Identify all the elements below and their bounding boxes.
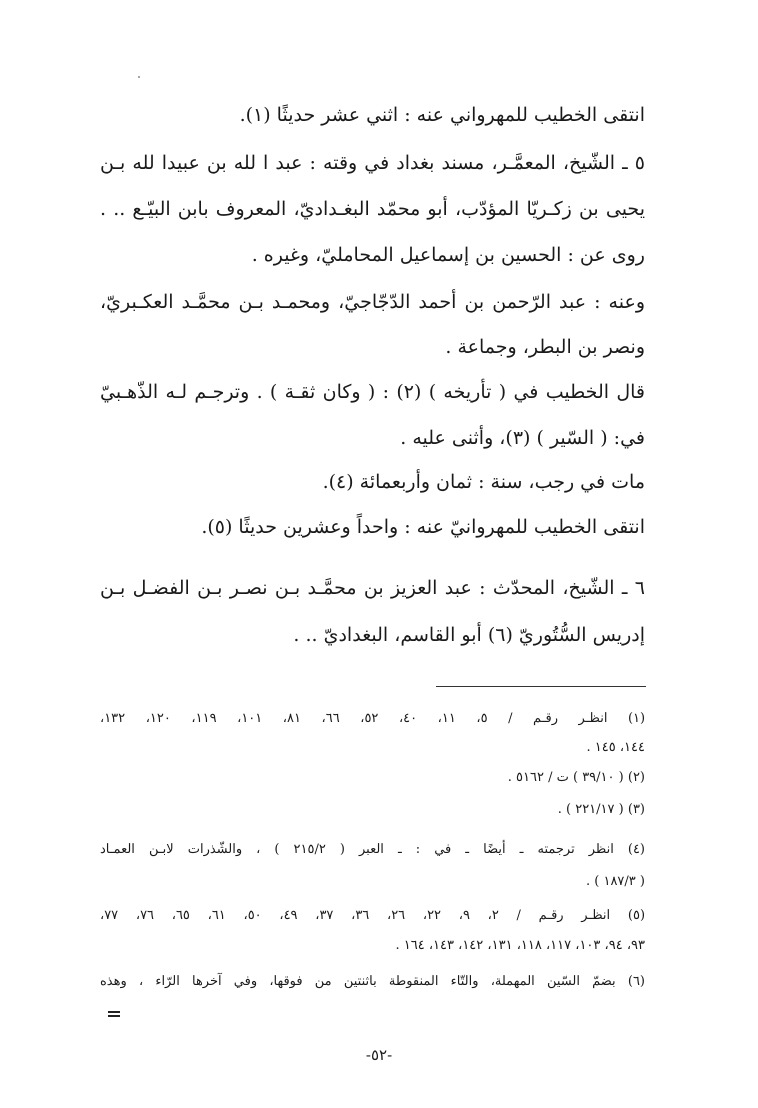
body-line-2: ٥ ـ الشّيخ، المعمَّـر، مسند بغداد في وقته : عبد ا لله بن عبيدا لله بـن bbox=[100, 152, 645, 174]
body-line-4: روى عن : الحسين بن إسماعيل المحامليّ، وغيره . bbox=[251, 244, 645, 266]
body-line-11: ٦ ـ الشّيخ، المحدّث : عبد العزيز بن محمَّـد بـن نصـر بـن الفضـل بـن bbox=[100, 577, 645, 599]
footnote-line-8: ٩٣، ٩٤، ١٠٣، ١١٧، ١١٨، ١٣١، ١٤٢، ١٤٣، ١٦٤ . bbox=[395, 938, 645, 953]
footnote-line-6: ( ١٨٧/٣ ) . bbox=[586, 874, 645, 889]
scan-speck bbox=[138, 76, 140, 78]
footnote-line-5: (٤) انظر ترجمته ـ أيضًا ـ في : ـ العبر ( ٢١٥/٢ ) ، والشّذرات لابـن العمـاد bbox=[100, 842, 645, 857]
body-line-8: في: ( السّير ) (٣)، وأثنى عليه . bbox=[400, 427, 645, 449]
footnote-separator bbox=[436, 686, 646, 687]
footnote-line-9: (٦) بضمّ السّين المهملة، والتّاء المنقوطة باثنتين من فوقها، وفي آخرها الرّاء ، وهذه bbox=[100, 974, 645, 989]
footnote-line-2: ١٤٤، ١٤٥ . bbox=[586, 740, 645, 755]
body-line-7: قال الخطيب في ( تأريخه ) (٢) : ( وكان ثقـة ) . وترجـم لـه الذّهـبيّ bbox=[100, 381, 645, 403]
continuation-mark bbox=[108, 1011, 120, 1017]
footnote-line-1: (١) انظـر رقـم / ٥، ١١، ٤٠، ٥٢، ٦٦، ٨١، ١٠١، ١١٩، ١٢٠، ١٣٢، bbox=[100, 711, 646, 726]
body-line-3: يحيى بن زكـريّا المؤدّب، أبو محمّد البغـداديّ، المعروف بابن البيّـع .. . bbox=[100, 198, 645, 220]
body-line-6: ونصر بن البطر، وجماعة . bbox=[445, 336, 645, 358]
body-line-1: انتقى الخطيب للمهرواني عنه : اثني عشر حديثًا (١). bbox=[239, 104, 645, 126]
body-line-10: انتقى الخطيب للمهروانيّ عنه : واحداً وعشرين حديثًا (٥). bbox=[201, 516, 645, 538]
footnote-line-3: (٢) ( ٣٩/١٠ ) ت / ٥١٦٢ . bbox=[507, 770, 645, 785]
body-line-5: وعنه : عبد الرّحمن بن أحمد الدّجّاجيّ، ومحمـد بـن محمَّـد العكـبريّ، bbox=[100, 291, 645, 313]
body-line-12: إدريس السُّتُوريّ (٦) أبو القاسم، البغداديّ .. . bbox=[293, 624, 645, 646]
footnote-line-4: (٣) ( ٢٢١/١٧ ) . bbox=[557, 802, 645, 817]
page-number: -٥٢- bbox=[365, 1046, 393, 1064]
footnote-line-7: (٥) انظـر رقـم / ٢، ٩، ٢٢، ٢٦، ٣٦، ٣٧، ٤٩، ٥٠، ٦١، ٦٥، ٧٦، ٧٧، bbox=[100, 908, 646, 923]
body-line-9: مات في رجب، سنة : ثمان وأربعمائة (٤). bbox=[322, 471, 645, 493]
